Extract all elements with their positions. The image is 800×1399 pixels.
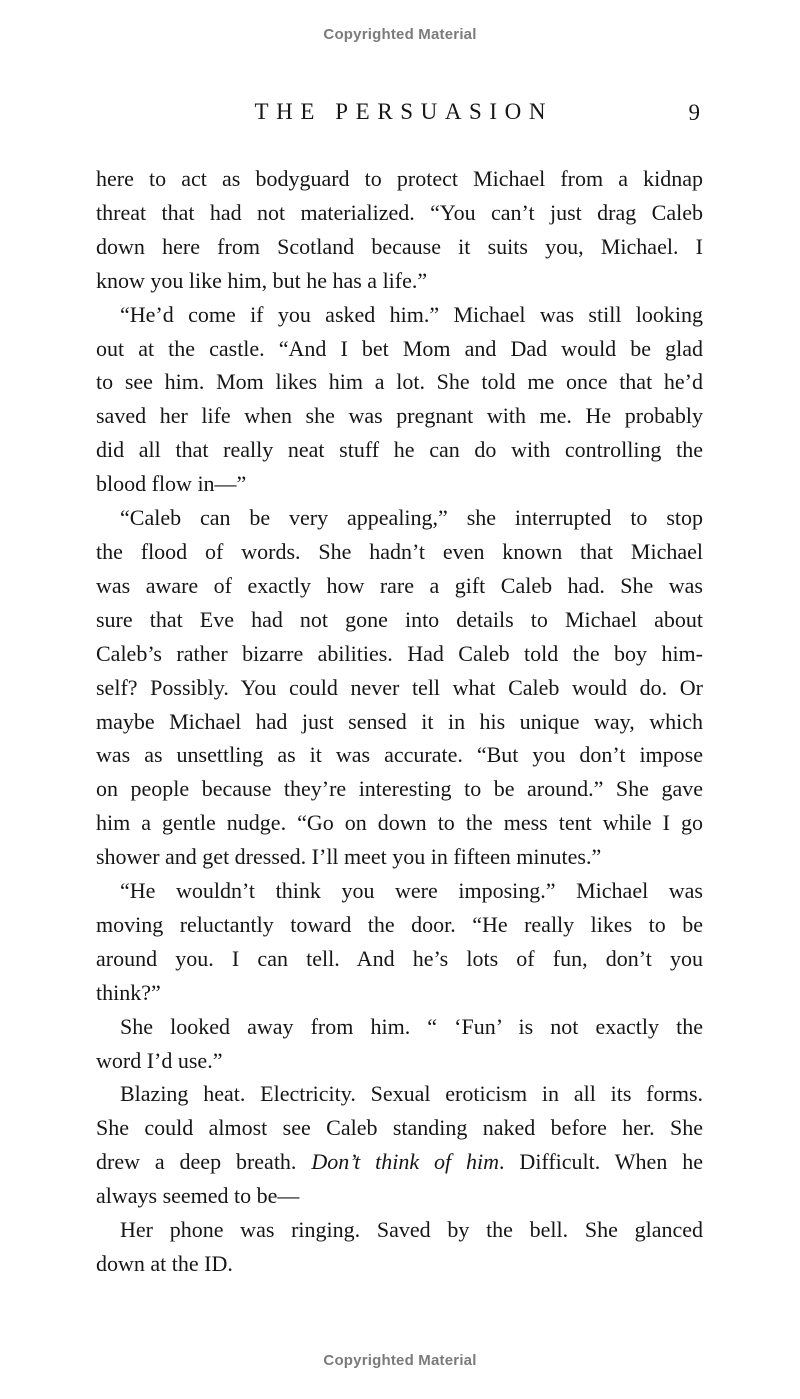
text-line: shower and get dressed. I’ll meet you in fifteen minutes.”	[96, 844, 602, 870]
paragraph	[96, 298, 703, 501]
italic-text: Don’t think of him	[311, 1149, 500, 1175]
text-line: moving reluctantly toward the door. “He really likes to be	[96, 911, 703, 937]
text-line: Her phone was ringing. Saved by the bell. She glanced	[120, 1217, 703, 1243]
text-line: around you. I can tell. And he’s lots of fun, don’t you	[96, 945, 703, 971]
text-line: out at the castle. “And I bet Mom and Dad would be glad	[96, 335, 703, 361]
running-head-title: THE PERSUASION	[254, 99, 554, 124]
paragraph	[96, 1077, 703, 1213]
text-line: She looked away from him. “ ‘Fun’ is not exactly the	[120, 1013, 703, 1039]
text-segment: . Difficult. When he	[499, 1149, 703, 1175]
paragraph	[96, 874, 703, 1010]
copyright-notice-top: Copyrighted Material	[323, 26, 477, 43]
paragraph	[96, 162, 703, 298]
text-line: Caleb’s rather bizarre abilities. Had Caleb told the boy him-	[96, 640, 703, 666]
text-line: on people because they’re interesting to be around.” She gave	[96, 776, 703, 802]
page-number: 9	[688, 100, 700, 125]
text-line: down here from Scotland because it suits you, Michael. I	[96, 233, 703, 259]
text-line: sure that Eve had not gone into details to Michael about	[96, 606, 703, 632]
text-line: think?”	[96, 979, 161, 1005]
text-line: him a gentle nudge. “Go on down to the mess tent while I go	[96, 810, 703, 836]
text-line: know you like him, but he has a life.”	[96, 267, 428, 293]
text-line: word I’d use.”	[96, 1047, 223, 1073]
paragraph	[96, 1213, 703, 1281]
text-line: “Caleb can be very appealing,” she interrupted to stop	[120, 505, 703, 531]
text-line: here to act as bodyguard to protect Michael from a kidnap	[96, 166, 703, 191]
text-line: to see him. Mom likes him a lot. She told me once that he’d	[96, 369, 703, 395]
text-line: “He’d come if you asked him.” Michael was still looking	[120, 301, 703, 327]
running-header	[97, 99, 703, 129]
text-line: was as unsettling as it was accurate. “But you don’t impose	[96, 742, 703, 768]
copyright-notice-bottom: Copyrighted Material	[323, 1352, 477, 1369]
text-line: blood flow in—”	[96, 471, 247, 497]
body-text	[96, 162, 703, 1281]
text-line: self? Possibly. You could never tell what Caleb would do. Or	[96, 674, 703, 700]
text-line: saved her life when she was pregnant with me. He probably	[96, 403, 703, 429]
text-line: “He wouldn’t think you were imposing.” Michael was	[120, 878, 703, 904]
text-line: maybe Michael had just sensed it in his unique way, which	[96, 708, 703, 734]
text-line: threat that had not materialized. “You can’t just drag Caleb	[96, 199, 703, 225]
text-line: did all that really neat stuff he can do with controlling the	[96, 437, 703, 463]
text-line: Blazing heat. Electricity. Sexual eroticism in all its forms.	[120, 1081, 703, 1107]
paragraph	[96, 1010, 703, 1078]
text-line: the flood of words. She hadn’t even known that Michael	[96, 538, 703, 564]
text-segment: drew a deep breath.	[96, 1149, 312, 1175]
text-line: was aware of exactly how rare a gift Caleb had. She was	[96, 572, 703, 598]
text-line: always seemed to be—	[96, 1183, 300, 1209]
paragraph	[96, 501, 703, 874]
text-line: She could almost see Caleb standing naked before her. She	[96, 1115, 703, 1141]
text-line: down at the ID.	[96, 1251, 233, 1276]
text-line	[96, 1145, 703, 1179]
